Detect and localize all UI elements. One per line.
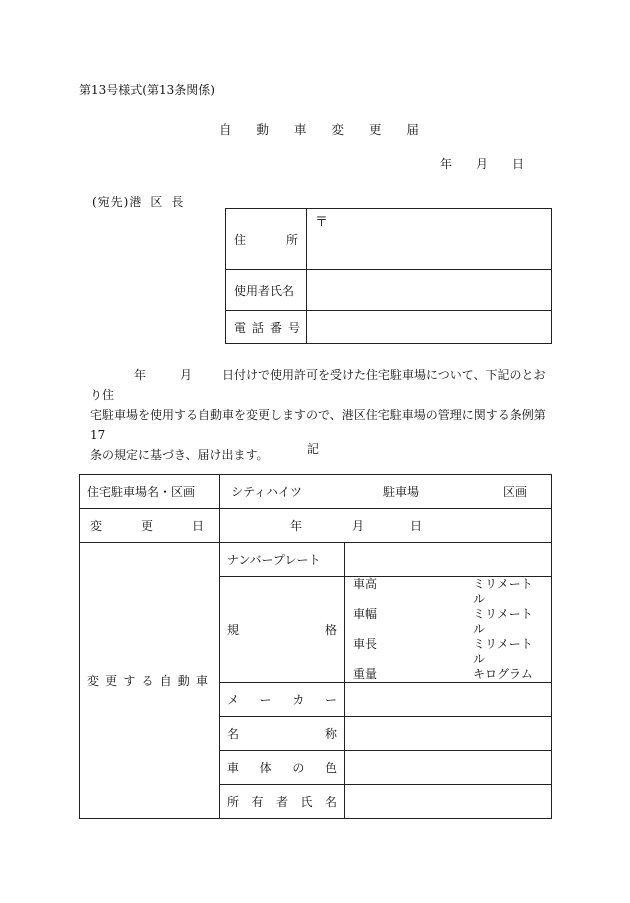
postal-mark: 〒 [315,215,329,230]
spec-row: 車長 ミリメートル [353,637,533,666]
spec-row: 車高 ミリメートル [353,577,533,606]
addressee [92,193,184,210]
date-month-label: 月 [475,157,488,171]
change-date-year: 年 [290,519,303,533]
title-char: 車 [293,122,307,137]
user-name-field[interactable] [307,270,552,311]
parking-name: シティハイツ [231,485,303,499]
submission-date[interactable] [440,155,524,172]
applicant-table [225,208,552,344]
address-field[interactable] [307,209,552,270]
parking-field[interactable] [220,475,552,509]
title-char: 届 [406,122,419,137]
maker-label: メ ー カ ー [220,683,345,717]
addressee-char: 港 [129,195,143,209]
model-label: 名 称 [220,717,345,751]
title-char: 変 [331,122,344,137]
date-year-label: 年 [440,157,453,171]
change-date-day: 日 [410,519,423,533]
spec-row: 重量 キログラム [353,667,533,681]
title-char: 更 [368,122,382,137]
body-line-1: 日付けで使用許可を受けた住宅駐車場について、下記のとおり住 [90,368,546,402]
body-month-label: 月 [180,368,193,382]
model-field[interactable] [345,717,552,751]
address-label: 住 所 [226,209,307,270]
spec-label: 規 格 [220,577,345,683]
plate-field[interactable] [345,543,552,577]
body-paragraph [90,365,552,465]
body-color-label: 車 体 の 色 [220,751,345,785]
ki-heading: 記 [307,442,320,456]
parking-suffix: 駐車場 [383,485,420,499]
title-char: 自 [219,122,232,137]
vehicle-group-label: 変 更 す る 自 動 車 [80,543,220,819]
body-color-field[interactable] [345,751,552,785]
phone-field[interactable] [307,311,552,344]
phone-label: 電 話 番 号 [226,311,307,344]
vehicle-change-table [79,474,552,819]
plate-label: ナンバープレート [220,543,345,577]
change-date-month: 月 [352,519,365,533]
spec-row: 車幅 ミリメートル [353,607,533,636]
owner-name-field[interactable] [345,785,552,819]
change-date-label: 変 更 日 [80,509,220,543]
body-line-2: 宅駐車場を使用する自動車を変更しますので、港区住宅駐車場の管理に関する条例第17 [90,408,546,442]
body-year-label: 年 [134,368,147,382]
parking-label: 住宅駐車場名・区画 [80,475,220,509]
lot-suffix: 区画 [503,485,528,499]
body-line-3: 条の規定に基づき、届け出ます。 [90,448,269,462]
spec-field[interactable] [345,577,552,683]
maker-field[interactable] [345,683,552,717]
user-name-label: 使用者氏名 [226,270,307,311]
form-number: 第13号様式(第13条関係) [79,83,215,97]
addressee-char: 区 [150,195,164,209]
document-title [219,120,419,138]
addressee-char: 長 [171,195,185,209]
addressee-prefix: (宛先) [92,195,130,209]
change-date-field[interactable] [220,509,552,543]
owner-name-label: 所 有 者 氏 名 [220,785,345,819]
date-day-label: 日 [511,157,524,171]
title-char: 動 [256,122,269,137]
